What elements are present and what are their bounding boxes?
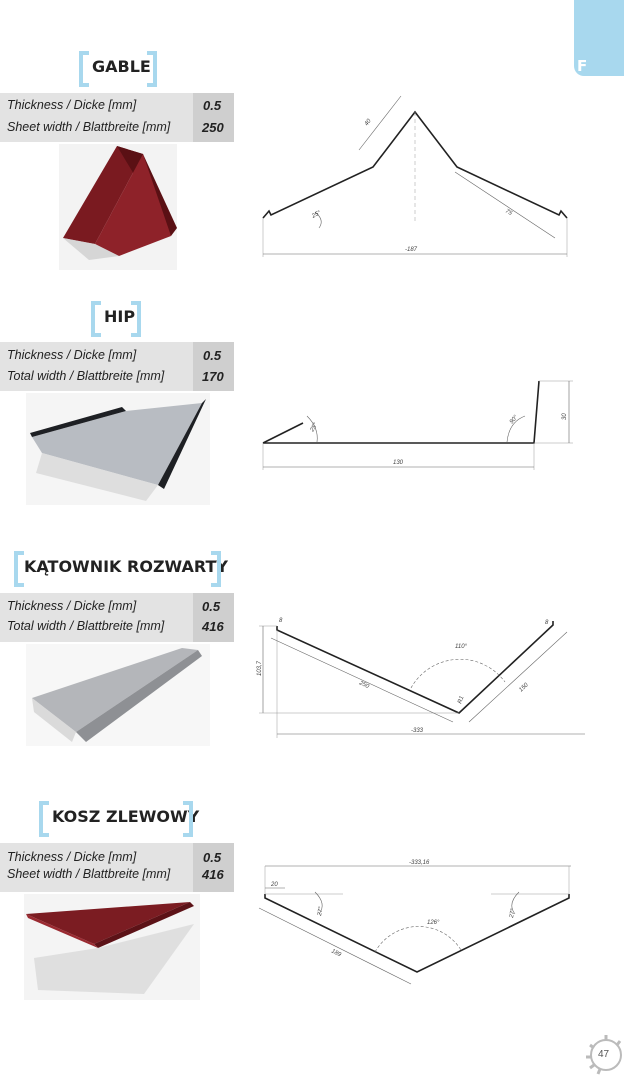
section-title-kosz-zlewowy: KOSZ ZLEWOWY [52,807,200,826]
spec-value: 416 [202,867,224,882]
drawing-gable [255,92,575,262]
spec-value: 0.5 [203,348,222,363]
spec-value: 0.5 [203,98,222,113]
dim-label: 130 [393,460,404,466]
spec-table-kosz-zlewowy [0,843,234,892]
drawing-katownik-rozwarty [255,612,585,742]
title-bracket-left [91,301,101,337]
dim-label: 40 [363,118,373,128]
drawing-hip [255,376,575,476]
spec-value: 0.5 [202,599,221,614]
spec-label: Sheet width / Blattbreite [mm] [7,867,171,881]
product-image-katownik-rozwarty [26,644,210,746]
section-tab-letter: F [577,57,588,75]
section-tab [574,0,624,76]
title-bracket-right [131,301,141,337]
spec-label: Total width / Blattbreite [mm] [7,619,165,633]
product-image-hip [26,393,210,505]
title-bracket-left [39,801,49,837]
spec-value: 0.5 [203,850,222,865]
drawing-kosz-zlewowy [255,856,585,996]
spec-value: 170 [202,369,224,384]
spec-label: Thickness / Dicke [mm] [7,98,137,112]
section-title-gable: GABLE [92,57,151,76]
dim-label: 250 [358,680,370,691]
section-title-hip: HIP [104,307,136,326]
spec-label: Thickness / Dicke [mm] [7,850,137,864]
dim-label: 90° [508,414,520,426]
title-bracket-right [183,801,193,837]
dim-label: 126° [427,920,440,926]
dim-label: -187 [405,247,418,253]
title-bracket-left [14,551,24,587]
spec-label: Thickness / Dicke [mm] [7,348,137,362]
section-title-katownik-rozwarty: KĄTOWNIK ROZWARTY [24,557,228,576]
dim-label: -333 [411,728,424,734]
spec-value: 250 [202,120,224,135]
title-bracket-right [211,551,221,587]
dim-label: 30 [562,413,568,420]
dim-label: 25° [311,210,322,220]
spec-label: Total width / Blattbreite [mm] [7,369,165,383]
dim-label: 110° [455,644,467,650]
dim-label: 189 [330,948,342,959]
title-bracket-right [147,51,157,87]
dim-label: 8 [545,620,549,626]
dim-label: -333,16 [409,860,430,866]
spec-table-hip [0,342,234,391]
dim-label: 27° [317,906,325,917]
dim-label: 103,7 [257,660,263,676]
spec-value: 416 [202,619,224,634]
spec-label: Thickness / Dicke [mm] [7,599,137,613]
dim-label: R1 [457,695,466,705]
spec-table-gable [0,93,234,142]
dim-label: 150 [518,682,530,694]
dim-label: 27° [509,908,517,919]
dim-label: 25° [309,422,320,433]
spec-table-katownik-rozwarty [0,593,234,642]
page-number: 47 [598,1049,610,1060]
spec-label: Sheet width / Blattbreite [mm] [7,120,171,134]
product-image-gable [59,144,177,270]
dim-label: 75 [504,208,513,217]
dim-label: 20 [271,882,278,888]
product-image-kosz-zlewowy [24,894,200,1000]
dim-label: 8 [279,618,283,624]
title-bracket-left [79,51,89,87]
